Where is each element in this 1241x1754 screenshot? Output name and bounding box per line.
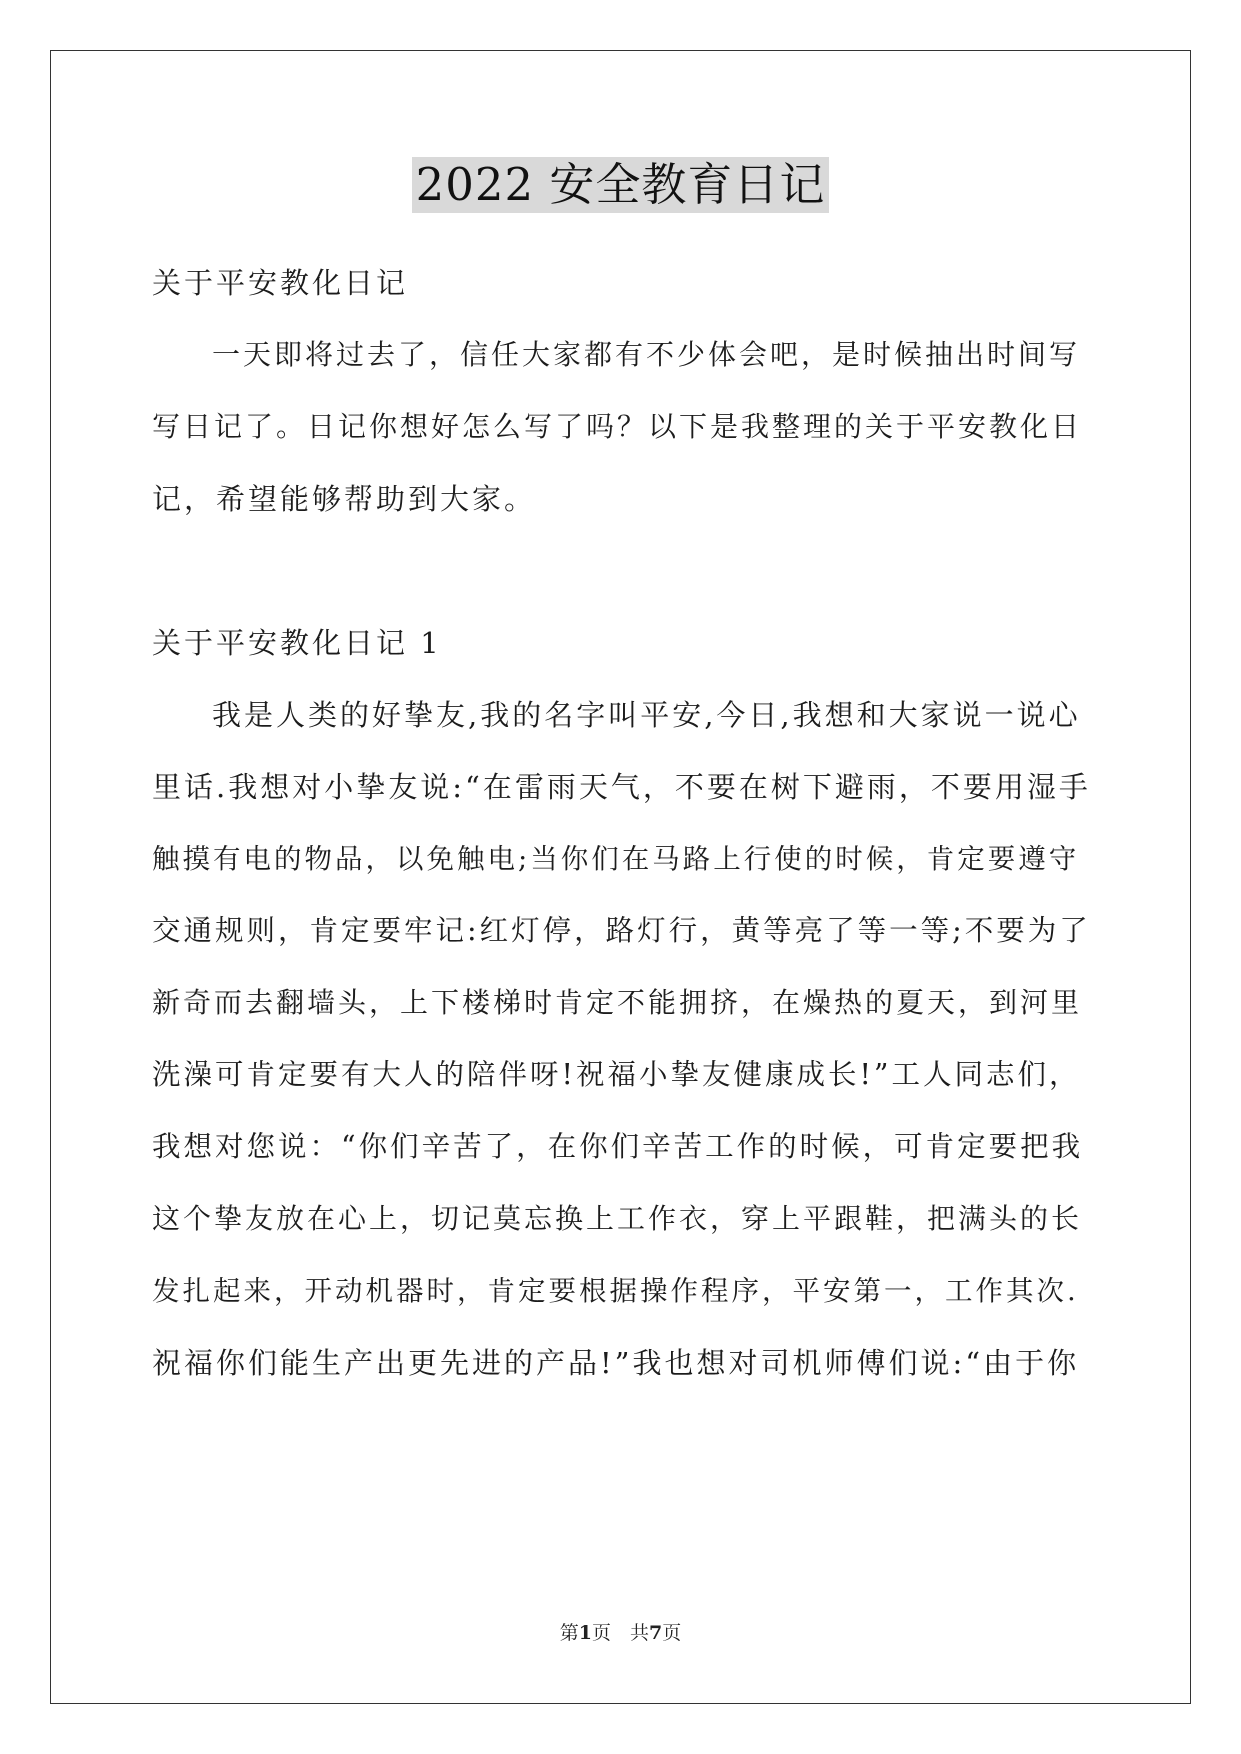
body-line: 洗澡可肯定要有大人的陪伴呀!祝福小挚友健康成长!”工人同志们，	[152, 1058, 1081, 1091]
body-line: 触摸有电的物品，以免触电;当你们在马路上行使的时候，肯定要遵守	[152, 843, 1080, 875]
body-line: 新奇而去翻墙头，上下楼梯时肯定不能拥挤，在燥热的夏天，到河里	[152, 986, 1083, 1019]
body-line: 里话.我想对小挚友说:“在雷雨天气，不要在树下避雨，不要用湿手	[152, 770, 1091, 804]
intro-line: 记，希望能够帮助到大家。	[152, 482, 537, 516]
page-total: 7	[649, 1622, 663, 1644]
subtitle: 关于平安教化日记	[152, 266, 409, 300]
page-prefix: 第	[559, 1622, 579, 1644]
page-suffix: 页	[662, 1622, 682, 1644]
body-line: 这个挚友放在心上，切记莫忘换上工作衣，穿上平跟鞋，把满头的长	[152, 1202, 1083, 1235]
body-line: 我是人类的好挚友,我的名字叫平安,今日,我想和大家说一说心	[212, 698, 1081, 732]
document-title: 2022 安全教育日记	[412, 157, 830, 213]
intro-line: 写日记了。日记你想好怎么写了吗？以下是我整理的关于平安教化日	[152, 410, 1083, 443]
body-line: 我想对您说：“你们辛苦了，在你们辛苦工作的时候，可肯定要把我	[152, 1130, 1084, 1163]
page-current: 1	[578, 1622, 592, 1644]
body-line: 发扎起来，开动机器时，肯定要根据操作程序，平安第一，工作其次.	[152, 1275, 1079, 1307]
page-footer	[0, 1621, 1241, 1645]
page-mid: 页 共	[591, 1622, 649, 1644]
intro-line: 一天即将过去了，信任大家都有不少体会吧，是时候抽出时间写	[212, 338, 1081, 371]
title-container	[0, 157, 1241, 213]
body-line: 交通规则，肯定要牢记:红灯停，路灯行，黄等亮了等一等;不要为了	[152, 914, 1091, 947]
body-line: 祝福你们能生产出更先进的产品!”我也想对司机师傅们说:“由于你	[152, 1346, 1080, 1380]
section-heading: 关于平安教化日记 1	[152, 626, 442, 660]
